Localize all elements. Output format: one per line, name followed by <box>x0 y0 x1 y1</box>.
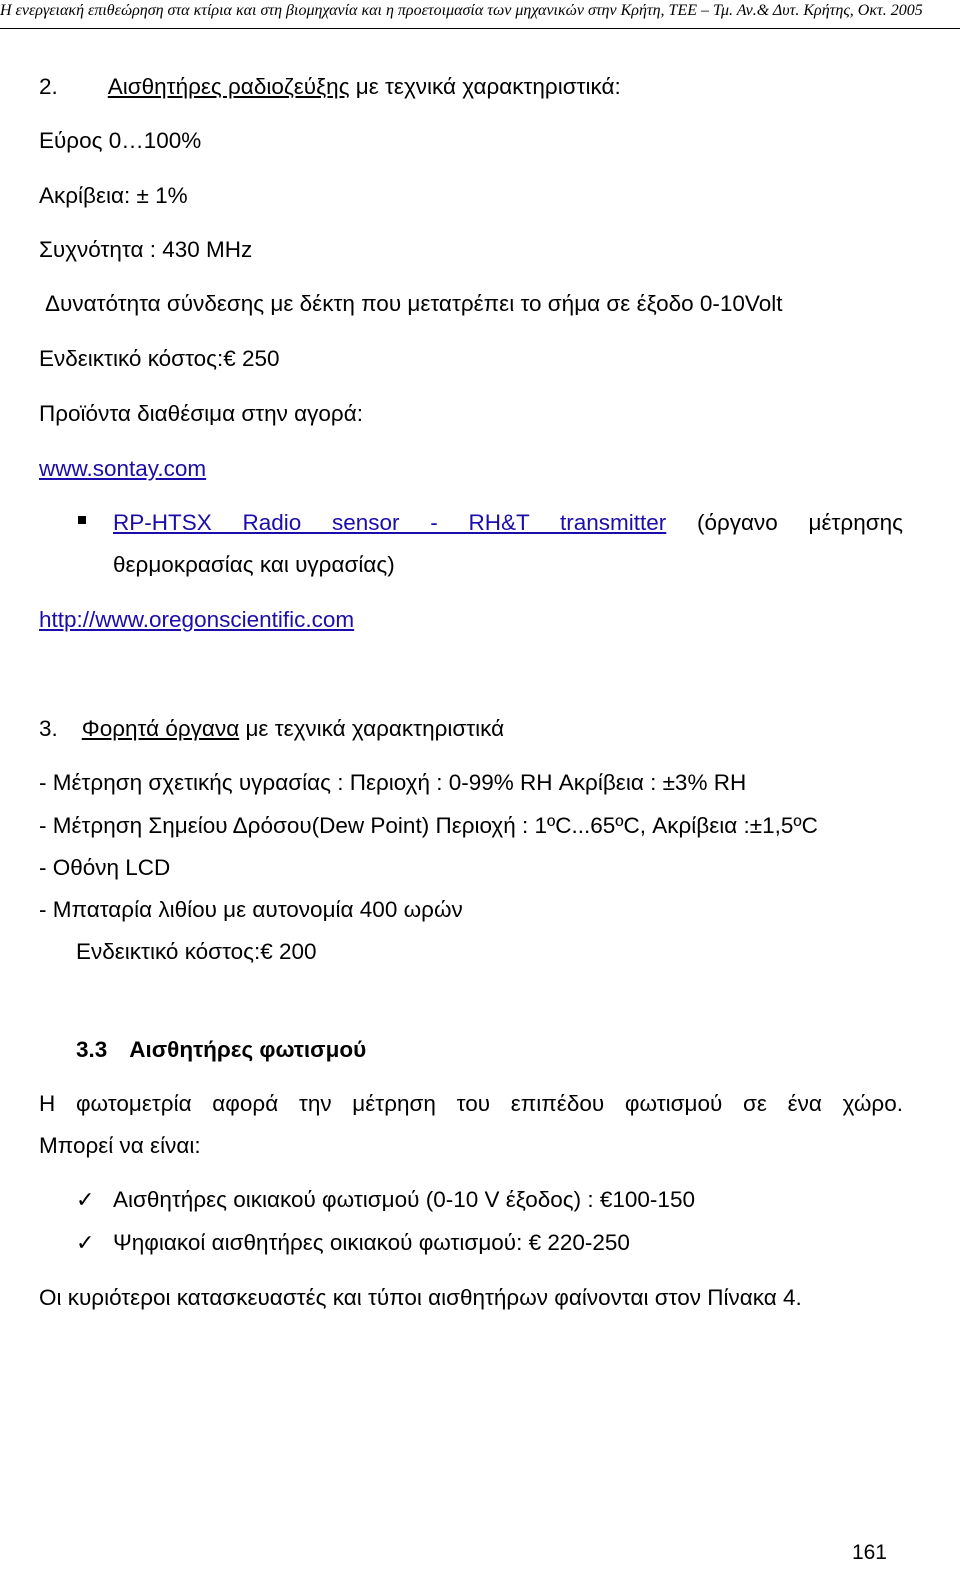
paragraph-line-1: Η φωτομετρία αφορά την μέτρηση του επιπέδου φωτισμού σε ένα χώρο. <box>39 1091 903 1116</box>
section-3-3-heading <box>76 1036 366 1064</box>
spec-line-3: - Οθόνη LCD <box>39 855 171 880</box>
check-item-2: Ψηφιακοί αισθητήρες οικιακού φωτισμού: € 220-250 <box>113 1230 630 1255</box>
spec-line-4: - Μπαταρία λιθίου με αυτονομία 400 ωρών <box>39 897 463 922</box>
square-bullet-icon <box>78 516 86 524</box>
running-header <box>0 0 960 29</box>
closing-line: Οι κυριότεροι κατασκευαστές και τύποι αισθητήρων φαίνονται στον Πίνακα 4. <box>39 1285 802 1310</box>
connection-line: Δυνατότητα σύνδεσης με δέκτη που μετατρέπει το σήμα σε έξοδο 0-10Volt <box>45 291 783 316</box>
product-item-rest: (όργανο μέτρησης <box>666 510 903 535</box>
section-2-title-rest: με τεχνικά χαρακτηριστικά: <box>349 74 621 99</box>
section-2-heading <box>39 73 621 101</box>
page-number: 161 <box>851 1541 887 1564</box>
cost-line-3: Ενδεικτικό κόστος:€ 200 <box>76 939 317 964</box>
check-item-1: Αισθητήρες οικιακού φωτισμού (0-10 V έξοδος) : €100-150 <box>113 1187 695 1212</box>
oregon-link[interactable]: http://www.oregonscientific.com <box>39 607 355 632</box>
section-3-number: 3. <box>39 716 58 741</box>
section-2-title-link[interactable]: Αισθητήρες ραδιοζεύξης <box>107 74 350 99</box>
section-2-number: 2. <box>39 74 58 99</box>
range-line: Εύρος 0…100% <box>39 128 202 153</box>
running-header-text: Η ενεργειακή επιθεώρηση στα κτίρια και στη βιομηχανία και η προετοιμασία των μηχανικών στην Κρήτη, ΤΕΕ – Τμ. Αν.& Δυτ. Κρήτης, Οκτ. 2005 <box>0 2 923 19</box>
cost-line-2: Ενδεικτικό κόστος:€ 250 <box>39 346 280 371</box>
section-3-heading <box>39 715 504 743</box>
paragraph-line-2: Μπορεί να είναι: <box>39 1133 201 1158</box>
section-3-title-link[interactable]: Φορητά όργανα <box>81 716 240 741</box>
product-item-link[interactable]: RP-HTSX Radio sensor - RH&T transmitter <box>113 510 667 535</box>
checkmark-icon: ✓ <box>76 1187 95 1212</box>
accuracy-line: Ακρίβεια: ± 1% <box>39 183 188 208</box>
product-item <box>113 509 903 537</box>
checkmark-icon: ✓ <box>76 1230 95 1255</box>
spec-line-1: - Μέτρηση σχετικής υγρασίας : Περιοχή : 0-99% RH Ακρίβεια : ±3% RH <box>39 770 747 795</box>
product-item-line2: θερμοκρασίας και υγρασίας) <box>113 552 395 577</box>
section-3-3-title: Αισθητήρες φωτισμού <box>129 1037 367 1062</box>
products-line: Προϊόντα διαθέσιμα στην αγορά: <box>39 401 363 426</box>
sontay-link[interactable]: www.sontay.com <box>39 456 207 481</box>
section-3-3-number: 3.3 <box>76 1037 108 1062</box>
frequency-line: Συχνότητα : 430 MHz <box>39 237 253 262</box>
spec-line-2: - Μέτρηση Σημείου Δρόσου(Dew Point) Περιοχή : 1ºC...65ºC, Ακρίβεια :±1,5ºC <box>39 813 818 838</box>
section-3-title-rest: με τεχνικά χαρακτηριστικά <box>239 716 505 741</box>
